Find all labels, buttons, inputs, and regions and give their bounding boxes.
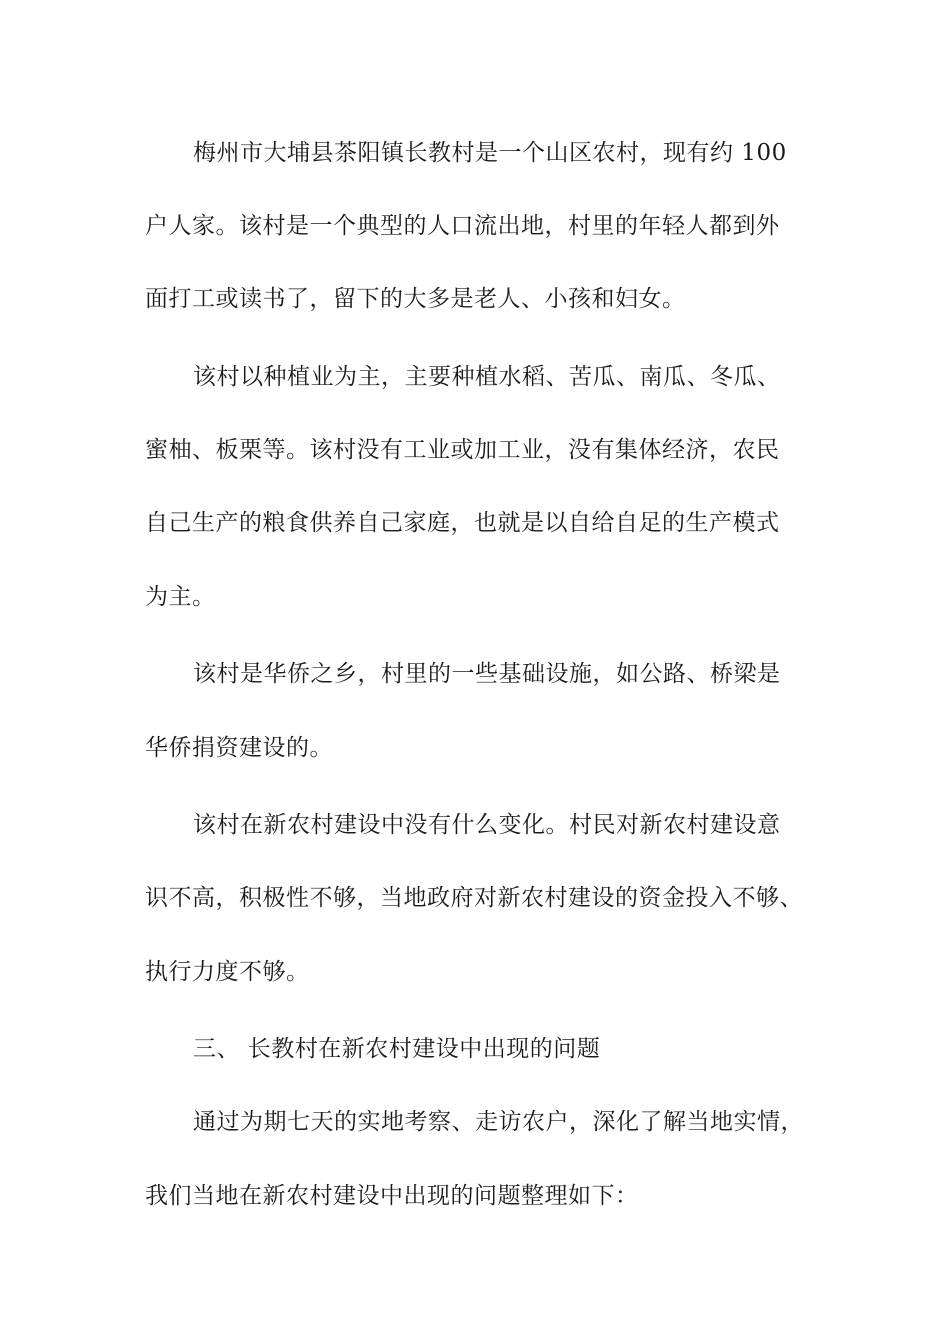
paragraph-3-line-2: 华侨捐资建设的。 [145, 735, 333, 761]
paragraph-3-line-1: 该村是华侨之乡，村里的一些基础设施，如公路、桥梁是 [193, 661, 781, 687]
section-heading: 三、 长教村在新农村建设中出现的问题 [193, 1036, 601, 1062]
paragraph-2-line-4: 为主。 [145, 584, 216, 610]
paragraph-4-line-2: 识不高，积极性不够，当地政府对新农村建设的资金投入不够、 [145, 885, 803, 911]
paragraph-2-line-1: 该村以种植业为主，主要种植水稻、苦瓜、南瓜、冬瓜、 [193, 364, 781, 390]
paragraph-1-line-2: 户人家。该村是一个典型的人口流出地，村里的年轻人都到外 [145, 213, 780, 239]
paragraph-2-line-2: 蜜柚、板栗等。该村没有工业或加工业，没有集体经济，农民 [145, 437, 780, 463]
paragraph-4-line-1: 该村在新农村建设中没有什么变化。村民对新农村建设意 [193, 812, 781, 838]
paragraph-4-line-3: 执行力度不够。 [145, 959, 310, 985]
paragraph-5-line-2: 我们当地在新农村建设中出现的问题整理如下： [145, 1183, 639, 1209]
paragraph-2-line-3: 自己生产的粮食供养自己家庭，也就是以自给自足的生产模式 [145, 510, 780, 536]
paragraph-5-line-1: 通过为期七天的实地考察、走访农户，深化了解当地实情， [193, 1109, 804, 1135]
paragraph-1-line-3: 面打工或读书了，留下的大多是老人、小孩和妇女。 [145, 286, 686, 312]
paragraph-1-line-1: 梅州市大埔县茶阳镇长教村是一个山区农村，现有约 100 [193, 140, 787, 166]
